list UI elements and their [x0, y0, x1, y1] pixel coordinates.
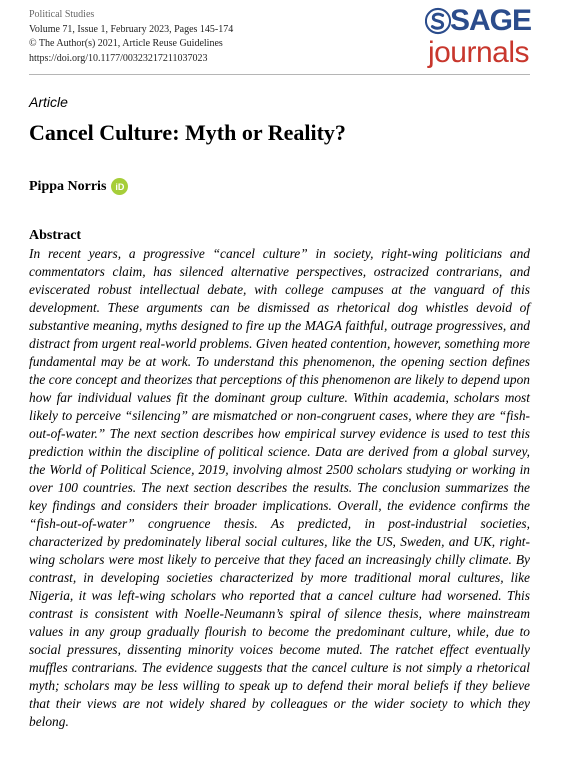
sage-emblem-icon — [425, 7, 451, 35]
author-name[interactable]: Pippa Norris — [29, 178, 107, 194]
volume-issue-line: Volume 71, Issue 1, February 2023, Pages 145-174 — [29, 23, 234, 35]
journal-name: Political Studies — [29, 9, 95, 20]
sage-journals-logo — [425, 6, 531, 68]
abstract-heading: Abstract — [29, 228, 82, 243]
doi-link[interactable]: https://doi.org/10.1177/00323217211037023 — [29, 52, 208, 64]
journals-wordmark: journals — [427, 36, 529, 69]
citation-block — [29, 8, 233, 66]
sage-wordmark: SAGE — [449, 4, 531, 37]
article-type-label: Article — [29, 94, 68, 110]
header-divider — [29, 74, 530, 75]
orcid-icon[interactable]: iD — [111, 178, 128, 195]
copyright-line[interactable]: © The Author(s) 2021, Article Reuse Guidelines — [29, 38, 223, 49]
article-title: Cancel Culture: Myth or Reality? — [29, 120, 346, 145]
abstract-text: In recent years, a progressive “cancel culture” in society, right-wing politicians and commentators claim, has silenced alternative perspectives, ostracized contrarians, and eviscerated robust intellectual debate, with college campuses at the vanguard of this development. These arguments can be dismissed as rhetorical dog whistles devoid of substantive meaning, myths designed to fire up the MAGA faithful, outrage progressives, and distract from urgent real-world problems. Given heated contention, however, something more fundamental may be at work. To understand this phenomenon, the opening section defines the core concept and theorizes that perceptions of this phenomenon are likely to depend upon how far individual values fit the dominant group culture. Within academia, scholars most likely to perceive “silencing” are mismatched or non-congruent cases, where they are “fish-out-of-water.” The next section describes how empirical survey evidence is used to test this prediction within the discipline of political science. Data are derived from a global survey, the World of Political Science, 2019, involving almost 2500 scholars studying or working in over 100 countries. The next section describes the results. The conclusion summarizes the key findings and considers their broader implications. Overall, the evidence confirms the “fish-out-of-water” congruence thesis. As predicted, in post-industrial societies, characterized by predominately liberal social cultures, like the US, Sweden, and UK, right-wing scholars were most likely to perceive that they faced an increasingly chilly climate. By contrast, in developing societies characterized by more traditional moral cultures, like Nigeria, it was left-wing scholars who reported that a cancel culture had worsened. This contrast is consistent with Noelle-Neumann’s spiral of silence thesis, where mainstream values in any group gradually flourish to become the predominant culture, while, due to social pressures, dissenting minority voices become muted. The ratchet effect eventually muffles contrarians. The evidence suggests that the cancel culture is not simply a rhetorical myth; scholars may be less willing to speak up to defend their moral beliefs if they believe that their views are not widely shared by colleagues or the wider society to which they belong. — [29, 246, 530, 729]
author-line — [29, 178, 128, 195]
